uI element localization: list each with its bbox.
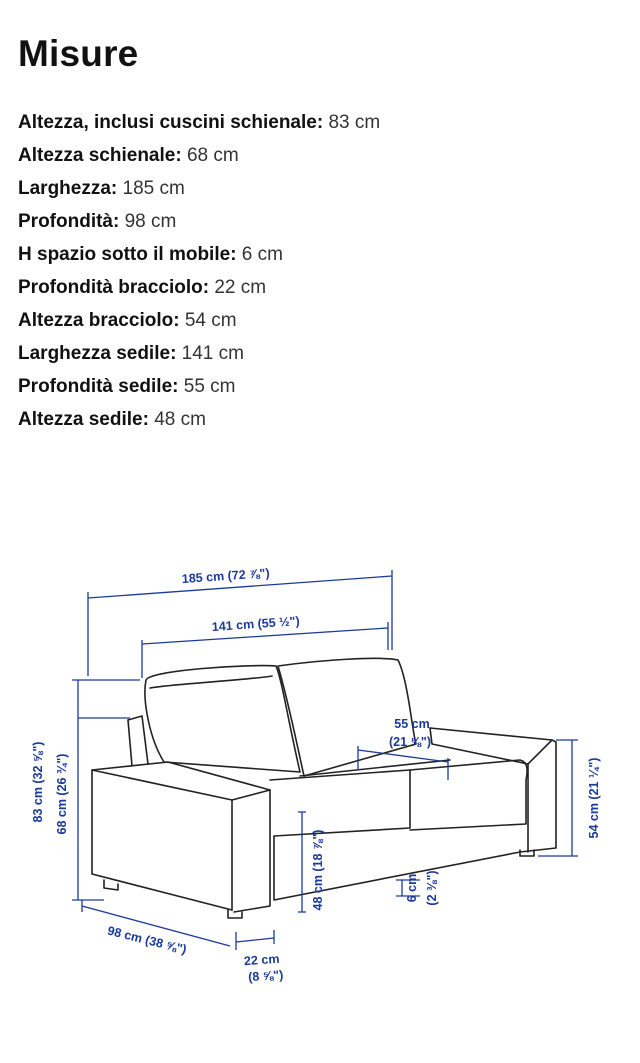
spec-overall-height: Altezza, inclusi cuscini schienale: 83 cm xyxy=(18,112,381,133)
spec-label: Larghezza xyxy=(18,178,111,199)
label-seat-depth-cm: 55 cm xyxy=(394,717,430,731)
label-clearance-cm: 6 cm xyxy=(405,873,419,903)
spec-armrest-depth: Profondità bracciolo: 22 cm xyxy=(18,277,267,298)
page-title: Misure xyxy=(18,33,139,74)
spec-seat-width: Larghezza sedile: 141 cm xyxy=(18,343,244,364)
spec-label: H spazio sotto il mobile xyxy=(18,244,231,265)
spec-width: Larghezza: 185 cm xyxy=(18,178,185,199)
spec-label: Altezza bracciolo xyxy=(18,310,174,331)
label-arm-depth-cm: 22 cm xyxy=(243,951,280,969)
dimensions-list xyxy=(18,106,618,436)
sofa-dimension-diagram xyxy=(0,560,640,1000)
spec-label: Altezza sedile xyxy=(18,409,143,430)
label-seat-depth-in: (21 ⅝") xyxy=(388,735,432,749)
spec-value: 68 cm xyxy=(186,145,239,166)
spec-seat-height: Altezza sedile: 48 cm xyxy=(18,409,206,430)
spec-label: Altezza, inclusi cuscini schienale xyxy=(18,112,317,133)
label-back-height: 68 cm (26 ¾") xyxy=(55,753,69,835)
spec-seat-depth: Profondità sedile: 55 cm xyxy=(18,376,236,397)
spec-label: Altezza schienale xyxy=(18,145,176,166)
spec-armrest-height: Altezza bracciolo: 54 cm xyxy=(18,310,237,331)
label-arm-height: 54 cm (21 ¼") xyxy=(587,757,601,839)
spec-label: Profondità bracciolo xyxy=(18,277,203,298)
spec-backrest-height: Altezza schienale: 68 cm xyxy=(18,145,239,166)
label-arm-depth-in: (8 ⅝") xyxy=(247,967,284,985)
label-total-depth: 98 cm (38 ⅝") xyxy=(105,923,188,957)
spec-label: Profondità xyxy=(18,211,113,232)
label-total-height: 83 cm (32 ⅝") xyxy=(31,741,45,823)
label-total-width: 185 cm (72 ⅞") xyxy=(181,565,271,587)
label-seat-height: 48 cm (18 ⅞") xyxy=(311,829,325,911)
spec-value: 185 cm xyxy=(122,178,185,199)
spec-label: Profondità sedile xyxy=(18,376,173,397)
spec-value: 98 cm xyxy=(124,211,177,232)
spec-value: 141 cm xyxy=(181,343,244,364)
spec-depth: Profondità: 98 cm xyxy=(18,211,177,232)
spec-value: 6 cm xyxy=(241,244,283,265)
spec-clearance: H spazio sotto il mobile: 6 cm xyxy=(18,244,283,265)
spec-label: Larghezza sedile xyxy=(18,343,171,364)
spec-value: 83 cm xyxy=(328,112,381,133)
label-clearance-in: (2 ⅜") xyxy=(425,870,439,906)
spec-value: 22 cm xyxy=(214,277,267,298)
spec-value: 54 cm xyxy=(184,310,237,331)
label-seat-width: 141 cm (55 ½") xyxy=(211,613,301,635)
spec-value: 55 cm xyxy=(183,376,236,397)
spec-value: 48 cm xyxy=(154,409,206,430)
